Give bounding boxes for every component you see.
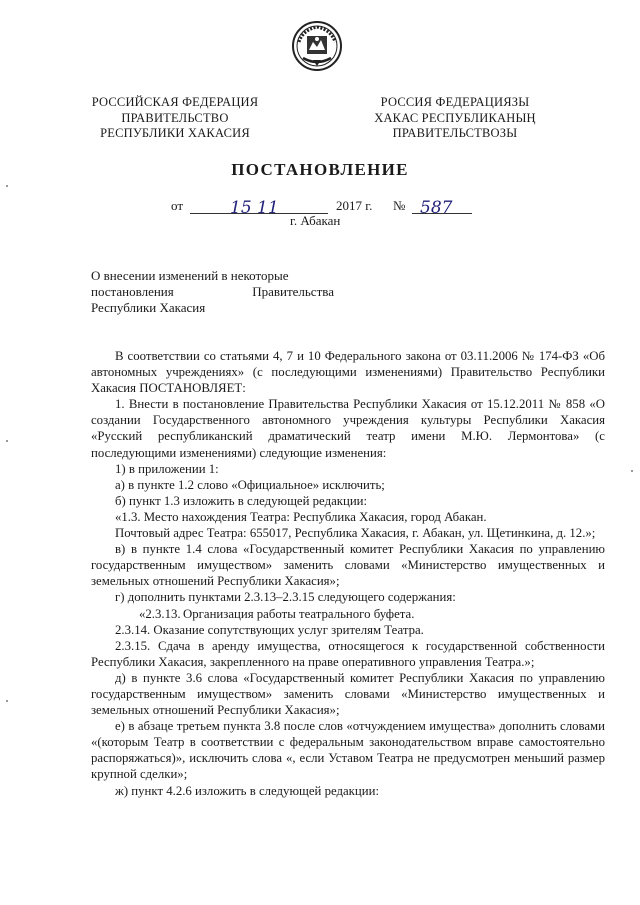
date-underline <box>190 195 328 218</box>
date-handwritten: 15 11 <box>230 198 279 218</box>
document-subject <box>91 268 334 316</box>
paragraph: г) дополнить пунктами 2.3.13–2.3.15 следующего содержания: <box>115 590 456 605</box>
subject-text-2-right: Правительства <box>252 284 334 299</box>
paragraph: В соответствии со статьями 4, 7 и 10 Федерального закона от 03.11.2006 № 174-ФЗ «Об автономных учреждениях» (с последующими изменениями) Правительство Республики Хакасия ПОСТАНОВЛЯЕТ: <box>91 349 605 396</box>
scan-mark <box>6 185 8 187</box>
city-label: г. Абакан <box>290 213 341 228</box>
document-body <box>91 348 605 799</box>
paragraph: 1) в приложении 1: <box>115 461 219 476</box>
date-year: 2017 г. <box>336 198 373 213</box>
header-left <box>65 95 285 142</box>
paragraph: Почтовый адрес Театра: 655017, Республика Хакасия, г. Абакан, ул. Щетинкина, д. 12.»; <box>115 526 596 541</box>
paragraph: «1.3. Место нахождения Театра: Республика Хакасия, город Абакан. <box>115 509 487 524</box>
subject-text-1: О внесении изменений в некоторые <box>91 268 289 283</box>
scan-mark <box>6 700 8 702</box>
scan-mark <box>631 470 633 472</box>
header-right-line-2: ХАКАС РЕСПУБЛИКАНЫҢ <box>374 110 536 125</box>
header-left-line-3: РЕСПУБЛИКИ ХАКАСИЯ <box>100 126 250 140</box>
subject-line-2 <box>91 284 334 300</box>
subject-text-2-left: постановления <box>91 284 174 299</box>
header-left-line-2: ПРАВИТЕЛЬСТВО <box>121 110 229 125</box>
subject-text-3: Республики Хакасия <box>91 300 206 315</box>
paragraph: 2.3.14. Оказание сопутствующих услуг зрителям Театра. <box>115 622 424 637</box>
header-right-line-1: РОССИЯ ФЕДЕРАЦИЯЗЫ <box>380 95 530 109</box>
document-title: ПОСТАНОВЛЕНИЕ <box>231 160 409 179</box>
number-underline <box>412 195 472 218</box>
item-number: «2.3.13. <box>139 606 181 621</box>
item-text: Организация работы театрального буфета. <box>183 606 415 621</box>
scan-mark <box>6 440 8 442</box>
paragraph: д) в пункте 3.6 слова «Государственный комитет Республики Хакасия по управлению государственным имуществом» заменить словами «Министерство имущественных и земельных отношений Республики Хакасия»; <box>91 670 605 718</box>
header-right <box>345 95 565 142</box>
subject-line-3 <box>91 300 334 316</box>
coat-of-arms-emblem <box>291 20 343 72</box>
paragraph: б) пункт 1.3 изложить в следующей редакции: <box>115 493 368 508</box>
paragraph: 2.3.15. Сдача в аренду имущества, относящегося к государственной собственности Республики Хакасия, закрепленного на праве оперативного управления Театра.»; <box>91 638 605 669</box>
paragraph: ж) пункт 4.2.6 изложить в следующей редакции: <box>115 783 380 798</box>
header-right-line-3: ПРАВИТЕЛЬСТВОЗЫ <box>392 126 518 140</box>
subject-line-1 <box>91 268 334 284</box>
number-handwritten: 587 <box>420 198 453 218</box>
paragraph: е) в абзаце третьем пункта 3.8 после слов «отчуждением имущества» дополнить словами «(которым Театр в соответствии с федеральным законодательством вправе самостоятельно распоряжаться)», исключить слова «, если Уставом Театра не предусмотрен меньший размер крупной сделки»; <box>91 719 605 782</box>
date-prefix: от <box>171 198 184 213</box>
header-left-line-1: РОССИЙСКАЯ ФЕДЕРАЦИЯ <box>91 95 259 109</box>
paragraph: а) в пункте 1.2 слово «Официальное» исключить; <box>115 477 385 492</box>
paragraph: в) в пункте 1.4 слова «Государственный комитет Республики Хакасия по управлению государственным имуществом» заменить словами «Министерство имущественных и земельных отношений Республики Хакасия»; <box>91 542 605 589</box>
paragraph: 1. Внести в постановление Правительства Республики Хакасия от 15.12.2011 № 858 «О создании Государственного автономного учреждения культуры Республики Хакасия «Русский республиканский драматический театр имени М.Ю. Лермонтова» (с последующими изменениями) следующие изменения: <box>91 397 605 460</box>
paragraph-2-3-13 <box>91 606 605 622</box>
number-sign: № <box>393 198 406 213</box>
